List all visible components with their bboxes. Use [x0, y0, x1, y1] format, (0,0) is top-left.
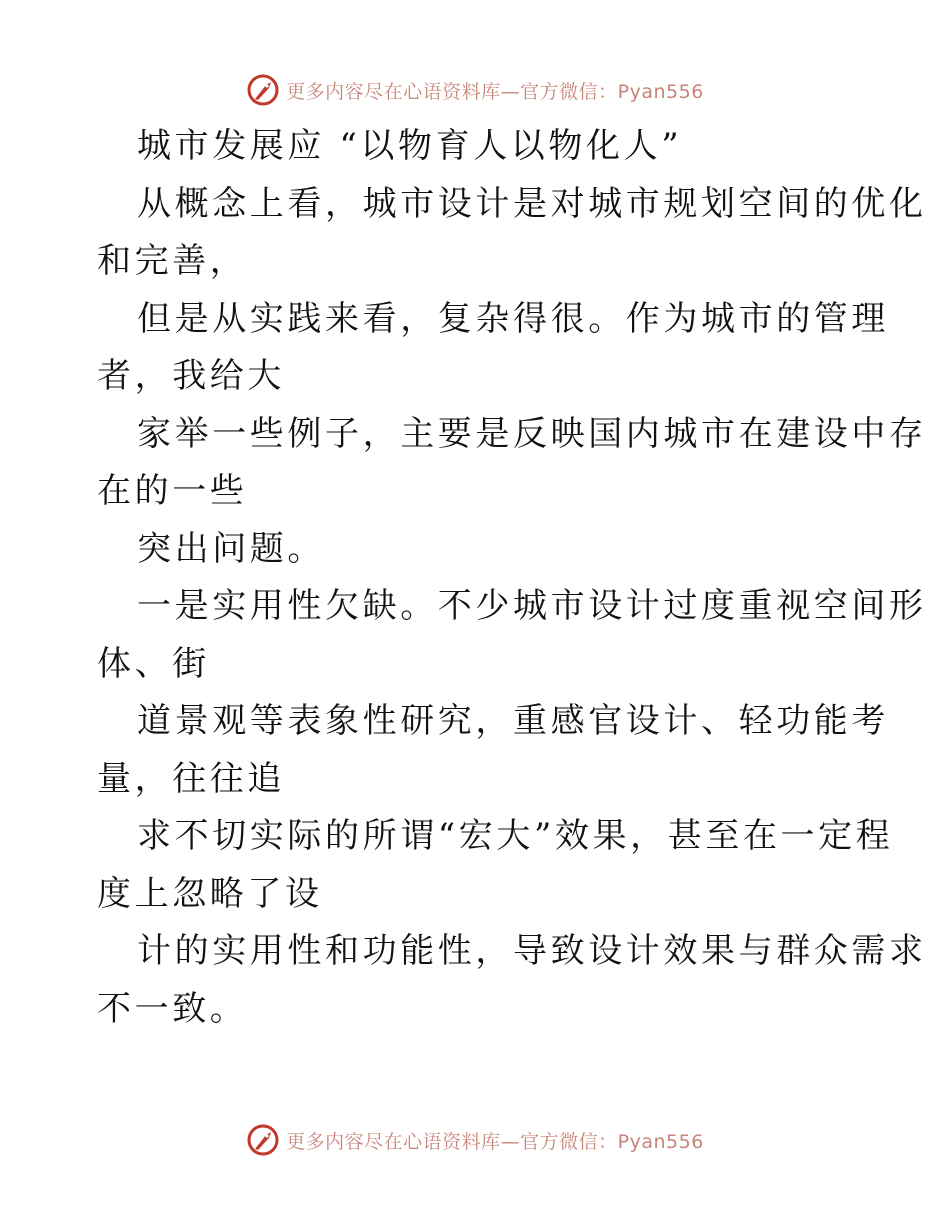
text-line: 计的实用性和功能性，导致设计效果与群众需求: [137, 931, 927, 971]
text-line: 突出问题。: [137, 528, 325, 569]
text-line: 和完善，: [97, 241, 248, 281]
text-line: 不一致。: [97, 988, 248, 1029]
footer-watermark: [0, 1120, 950, 1160]
pen-nib-circle-icon: [246, 73, 280, 107]
text-line: 道景观等表象性研究，重感官设计、轻功能考: [137, 701, 889, 741]
text-line: 量，往往追: [97, 758, 285, 799]
text-line: 体、街: [97, 643, 210, 684]
text-line: 者，我给大: [97, 356, 285, 396]
watermark-text: 更多内容尽在心语资料库—官方微信：Pyan556: [286, 1130, 704, 1153]
text-line: 但是从实践来看，复杂得很。作为城市的管理: [137, 298, 889, 339]
pen-nib-circle-icon: [246, 1123, 280, 1157]
text-line: 求不切实际的所谓“宏大”效果，甚至在一定程: [137, 816, 894, 856]
text-line: 从概念上看，城市设计是对城市规划空间的优化: [137, 183, 927, 224]
document-body: [97, 118, 927, 1038]
header-watermark: [0, 70, 950, 110]
text-line: 在的一些: [97, 471, 248, 511]
text-line: 家举一些例子，主要是反映国内城市在建设中存: [137, 413, 927, 454]
text-line: 城市发展应 “以物育人以物化人”: [137, 126, 683, 166]
text-line: 一是实用性欠缺。不少城市设计过度重视空间形: [137, 586, 927, 626]
text-line: 度上忽略了设: [97, 873, 323, 914]
watermark-text: 更多内容尽在心语资料库—官方微信：Pyan556: [286, 80, 704, 103]
